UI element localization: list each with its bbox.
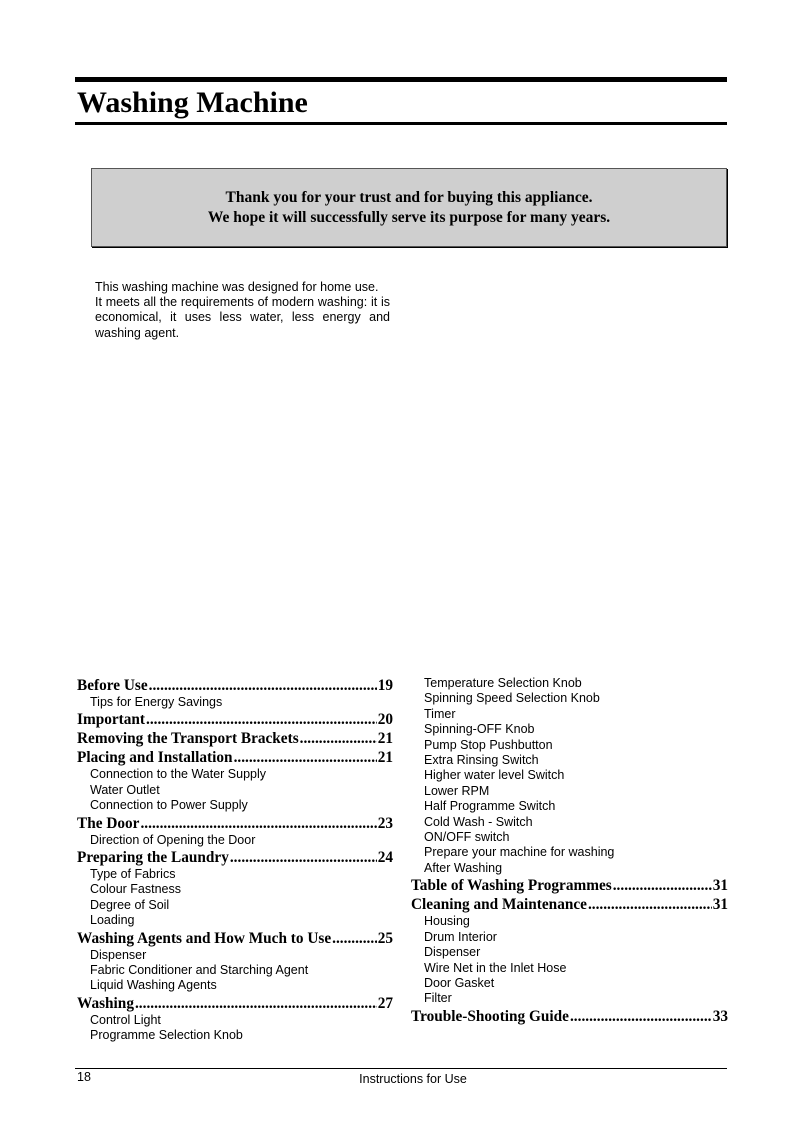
toc-leader-dots <box>234 748 377 767</box>
toc-subentry[interactable]: Extra Rinsing Switch <box>424 753 539 768</box>
toc-right-column <box>411 676 728 1026</box>
toc-subentry[interactable]: Fabric Conditioner and Starching Agent <box>90 963 309 978</box>
toc-entry-page: 21 <box>377 749 393 767</box>
toc-subentry[interactable]: Type of Fabrics <box>90 867 176 882</box>
toc-entry-page: 20 <box>377 711 393 729</box>
toc-subentry[interactable]: Filter <box>424 991 452 1006</box>
header-rule-bottom <box>75 122 727 125</box>
toc-subentry[interactable]: Degree of Soil <box>90 897 170 912</box>
toc-entry[interactable] <box>411 1007 728 1026</box>
toc-subentry[interactable]: Pump Stop Pushbutton <box>424 737 553 752</box>
toc-subentry[interactable]: Lower RPM <box>424 783 490 798</box>
toc-entry-page: 25 <box>377 929 393 947</box>
toc-subentry[interactable]: Water Outlet <box>90 782 160 797</box>
toc-entry-title: The Door <box>77 814 140 832</box>
toc-entry[interactable] <box>411 876 728 895</box>
toc-subentry[interactable]: ON/OFF switch <box>424 830 510 845</box>
toc-leader-dots <box>613 876 712 895</box>
toc-subentry[interactable]: Spinning-OFF Knob <box>424 722 535 737</box>
toc-subentry[interactable]: Dispenser <box>424 945 481 960</box>
toc-leader-dots <box>140 814 376 833</box>
page-title: Washing Machine <box>77 86 308 119</box>
toc-entry-title: Trouble-Shooting Guide <box>411 1007 569 1025</box>
thank-you-line-1: Thank you for your trust and for buying this appliance. <box>225 188 593 206</box>
toc-leader-dots <box>588 895 712 914</box>
footer-page-number: 18 <box>77 1070 91 1084</box>
toc-subentry[interactable]: Half Programme Switch <box>424 799 556 814</box>
toc-leader-dots <box>135 994 377 1013</box>
toc-subentry[interactable]: Spinning Speed Selection Knob <box>424 691 600 706</box>
toc-entry-title: Cleaning and Maintenance <box>411 896 587 914</box>
toc-entry-page: 27 <box>377 994 393 1012</box>
toc-leader-dots <box>570 1007 712 1026</box>
header-rule-top <box>75 77 727 82</box>
toc-subentry[interactable]: Connection to the Water Supply <box>90 767 267 782</box>
toc-leader-dots <box>230 848 377 867</box>
toc-subentry[interactable]: Liquid Washing Agents <box>90 978 217 993</box>
toc-entry-title: Removing the Transport Brackets <box>77 730 299 748</box>
thank-you-line-2: We hope it will successfully serve its purpose for many years. <box>207 208 611 226</box>
toc-subentry[interactable]: Control Light <box>90 1012 161 1027</box>
intro-paragraph-1: This washing machine was designed for home use. <box>95 280 379 294</box>
toc-subentry[interactable]: Timer <box>424 706 456 721</box>
toc-subentry[interactable]: Higher water level Switch <box>424 768 565 783</box>
toc-subentry[interactable]: Drum Interior <box>424 929 497 944</box>
toc-entry[interactable] <box>77 929 393 948</box>
intro-paragraph-2: It meets all the requirements of modern washing: it is economical, it uses less water, less energy and washing agent. <box>95 295 390 340</box>
toc-subentry[interactable]: Direction of Opening the Door <box>90 832 256 847</box>
toc-entry-title: Before Use <box>77 677 148 694</box>
toc-subentry[interactable]: Housing <box>424 914 470 929</box>
toc-entry-title: Washing <box>77 994 134 1012</box>
toc-subentry[interactable]: Colour Fastness <box>90 882 182 897</box>
footer-doc-title: Instructions for Use <box>359 1072 467 1086</box>
toc-leader-dots <box>332 929 377 948</box>
toc-entry-title: Washing Agents and How Much to Use <box>77 929 332 947</box>
toc-entry-title: Important <box>77 711 145 729</box>
toc-subentry[interactable]: Tips for Energy Savings <box>90 695 223 709</box>
toc-entry[interactable] <box>77 729 393 748</box>
toc-subentry[interactable]: After Washing <box>424 860 503 875</box>
toc-subentry[interactable]: Prepare your machine for washing <box>424 845 615 860</box>
toc-entry[interactable] <box>77 748 393 767</box>
toc-left-column <box>77 676 393 1044</box>
toc-subentry[interactable]: Connection to Power Supply <box>90 798 248 813</box>
toc-subentry[interactable]: Dispenser <box>90 947 147 962</box>
toc-leader-dots <box>146 710 377 729</box>
toc-entry[interactable] <box>77 848 393 867</box>
toc-entry-page: 24 <box>377 849 393 867</box>
toc-subentry[interactable]: Temperature Selection Knob <box>424 676 582 690</box>
toc-entry-page: 23 <box>377 814 393 832</box>
toc-entry-title: Placing and Installation <box>77 749 233 767</box>
footer-rule <box>75 1068 727 1069</box>
toc-subentry[interactable]: Cold Wash - Switch <box>424 814 533 829</box>
toc-entry[interactable] <box>77 710 393 729</box>
toc-entry[interactable] <box>77 814 393 833</box>
toc-entry[interactable] <box>77 676 393 695</box>
toc-entry-page: 31 <box>712 896 728 914</box>
intro-text <box>95 280 390 341</box>
thank-you-box <box>91 168 727 247</box>
toc-entry-page: 33 <box>712 1007 728 1025</box>
toc-subentry[interactable]: Loading <box>90 913 135 928</box>
toc-entry[interactable] <box>77 994 393 1013</box>
toc-leader-dots <box>149 676 377 695</box>
toc-leader-dots <box>300 729 377 748</box>
toc-entry-page: 19 <box>377 677 393 694</box>
toc-subentry[interactable]: Door Gasket <box>424 975 495 990</box>
toc-subentry[interactable]: Programme Selection Knob <box>90 1028 243 1043</box>
toc-entry[interactable] <box>411 895 728 914</box>
toc-subentry[interactable]: Wire Net in the Inlet Hose <box>424 960 567 975</box>
toc-entry-page: 21 <box>377 730 393 748</box>
toc-entry-page: 31 <box>712 877 728 895</box>
toc-entry-title: Table of Washing Programmes <box>411 877 612 895</box>
toc-entry-title: Preparing the Laundry <box>77 849 229 867</box>
